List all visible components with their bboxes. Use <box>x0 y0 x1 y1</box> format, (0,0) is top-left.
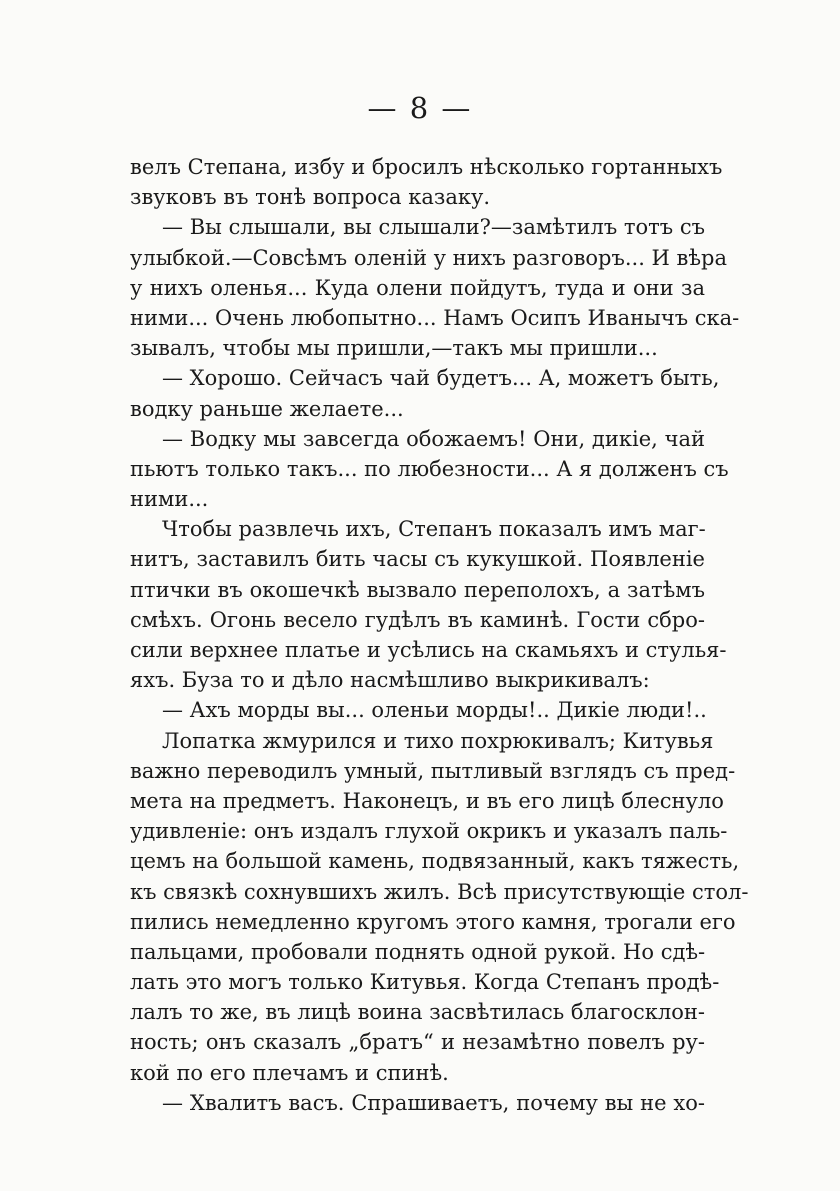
text-line: велъ Степана, избу и бросилъ нѣсколько гортанныхъ <box>130 155 723 179</box>
text-line: пьютъ только такъ... по любезности... А я долженъ съ <box>130 456 729 481</box>
text-line: удивленiе: онъ издалъ глухой окрикъ и указалъ паль- <box>130 819 728 844</box>
text-line: — Хорошо. Сейчасъ чай будетъ... А, можетъ быть, <box>162 366 720 391</box>
text-line: улыбкой.—Совсѣмъ оленiй у нихъ разговоръ... И вѣра <box>130 245 727 270</box>
text-line: Чтобы развлечь ихъ, Степанъ показалъ имъ маг- <box>162 517 706 542</box>
text-line: нитъ, заставилъ бить часы съ кукушкой. Появленiе <box>130 547 705 572</box>
text-line: яхъ. Буза то и дѣло насмѣшливо выкрикивалъ: <box>130 668 650 693</box>
text-line: пились немедленно кругомъ этого камня, трогали его <box>130 909 736 934</box>
text-line: птички въ окошечкѣ вызвало переполохъ, а затѣмъ <box>130 577 705 602</box>
text-line: — Водку мы завсегда обожаемъ! Они, дикiе, чай <box>162 426 705 451</box>
text-line: ними... Очень любопытно... Намъ Осипъ Иванычъ ска- <box>130 305 740 330</box>
text-line: звуковъ въ тонѣ вопроса казаку. <box>130 185 490 210</box>
body-text <box>130 152 749 1118</box>
text-line: кой по его плечамъ и спинѣ. <box>130 1060 449 1085</box>
text-line: смѣхъ. Огонь весело гудѣлъ въ каминѣ. Гости сбро- <box>130 607 705 632</box>
text-line: пальцами, пробовали поднять одной рукой. Но сдѣ- <box>130 939 706 964</box>
text-line: цемъ на большой камень, подвязанный, какъ тяжесть, <box>130 849 740 874</box>
text-line: лать это могъ только Китувья. Когда Степанъ продѣ- <box>130 970 720 995</box>
text-line: — Ахъ морды вы... оленьи морды!.. Дикiе люди!.. <box>162 698 707 723</box>
text-line: водку раньше желаете... <box>130 396 404 421</box>
text-line: Лопатка жмурился и тихо похрюкивалъ; Китувья <box>162 728 714 753</box>
text-line: — Хвалитъ васъ. Спрашиваетъ, почему вы не хо- <box>162 1090 705 1115</box>
text-line: къ связкѣ сохнувшихъ жилъ. Всѣ присутствующiе стол- <box>130 879 749 904</box>
text-line: важно переводилъ умный, пытливый взглядъ съ пред- <box>130 758 736 783</box>
text-line: ними... <box>130 487 209 512</box>
text-line: ность; онъ сказалъ „братъ“ и незамѣтно повелъ ру- <box>130 1030 705 1055</box>
text-line: мета на предметъ. Наконецъ, и въ его лицѣ блеснуло <box>130 788 724 813</box>
text-line: у нихъ оленья... Куда олени пойдутъ, туда и они за <box>130 275 705 300</box>
text-line: сили верхнее платье и усѣлись на скамьяхъ и стулья- <box>130 638 727 662</box>
page-number: — 8 — <box>367 91 473 125</box>
text-line: лалъ то же, въ лицѣ воина засвѣтилась благосклон- <box>130 1000 705 1025</box>
text-line: — Вы слышали, вы слышали?—замѣтилъ тотъ съ <box>162 215 705 240</box>
text-line: зывалъ, чтобы мы пришли,—такъ мы пришли... <box>130 336 658 361</box>
